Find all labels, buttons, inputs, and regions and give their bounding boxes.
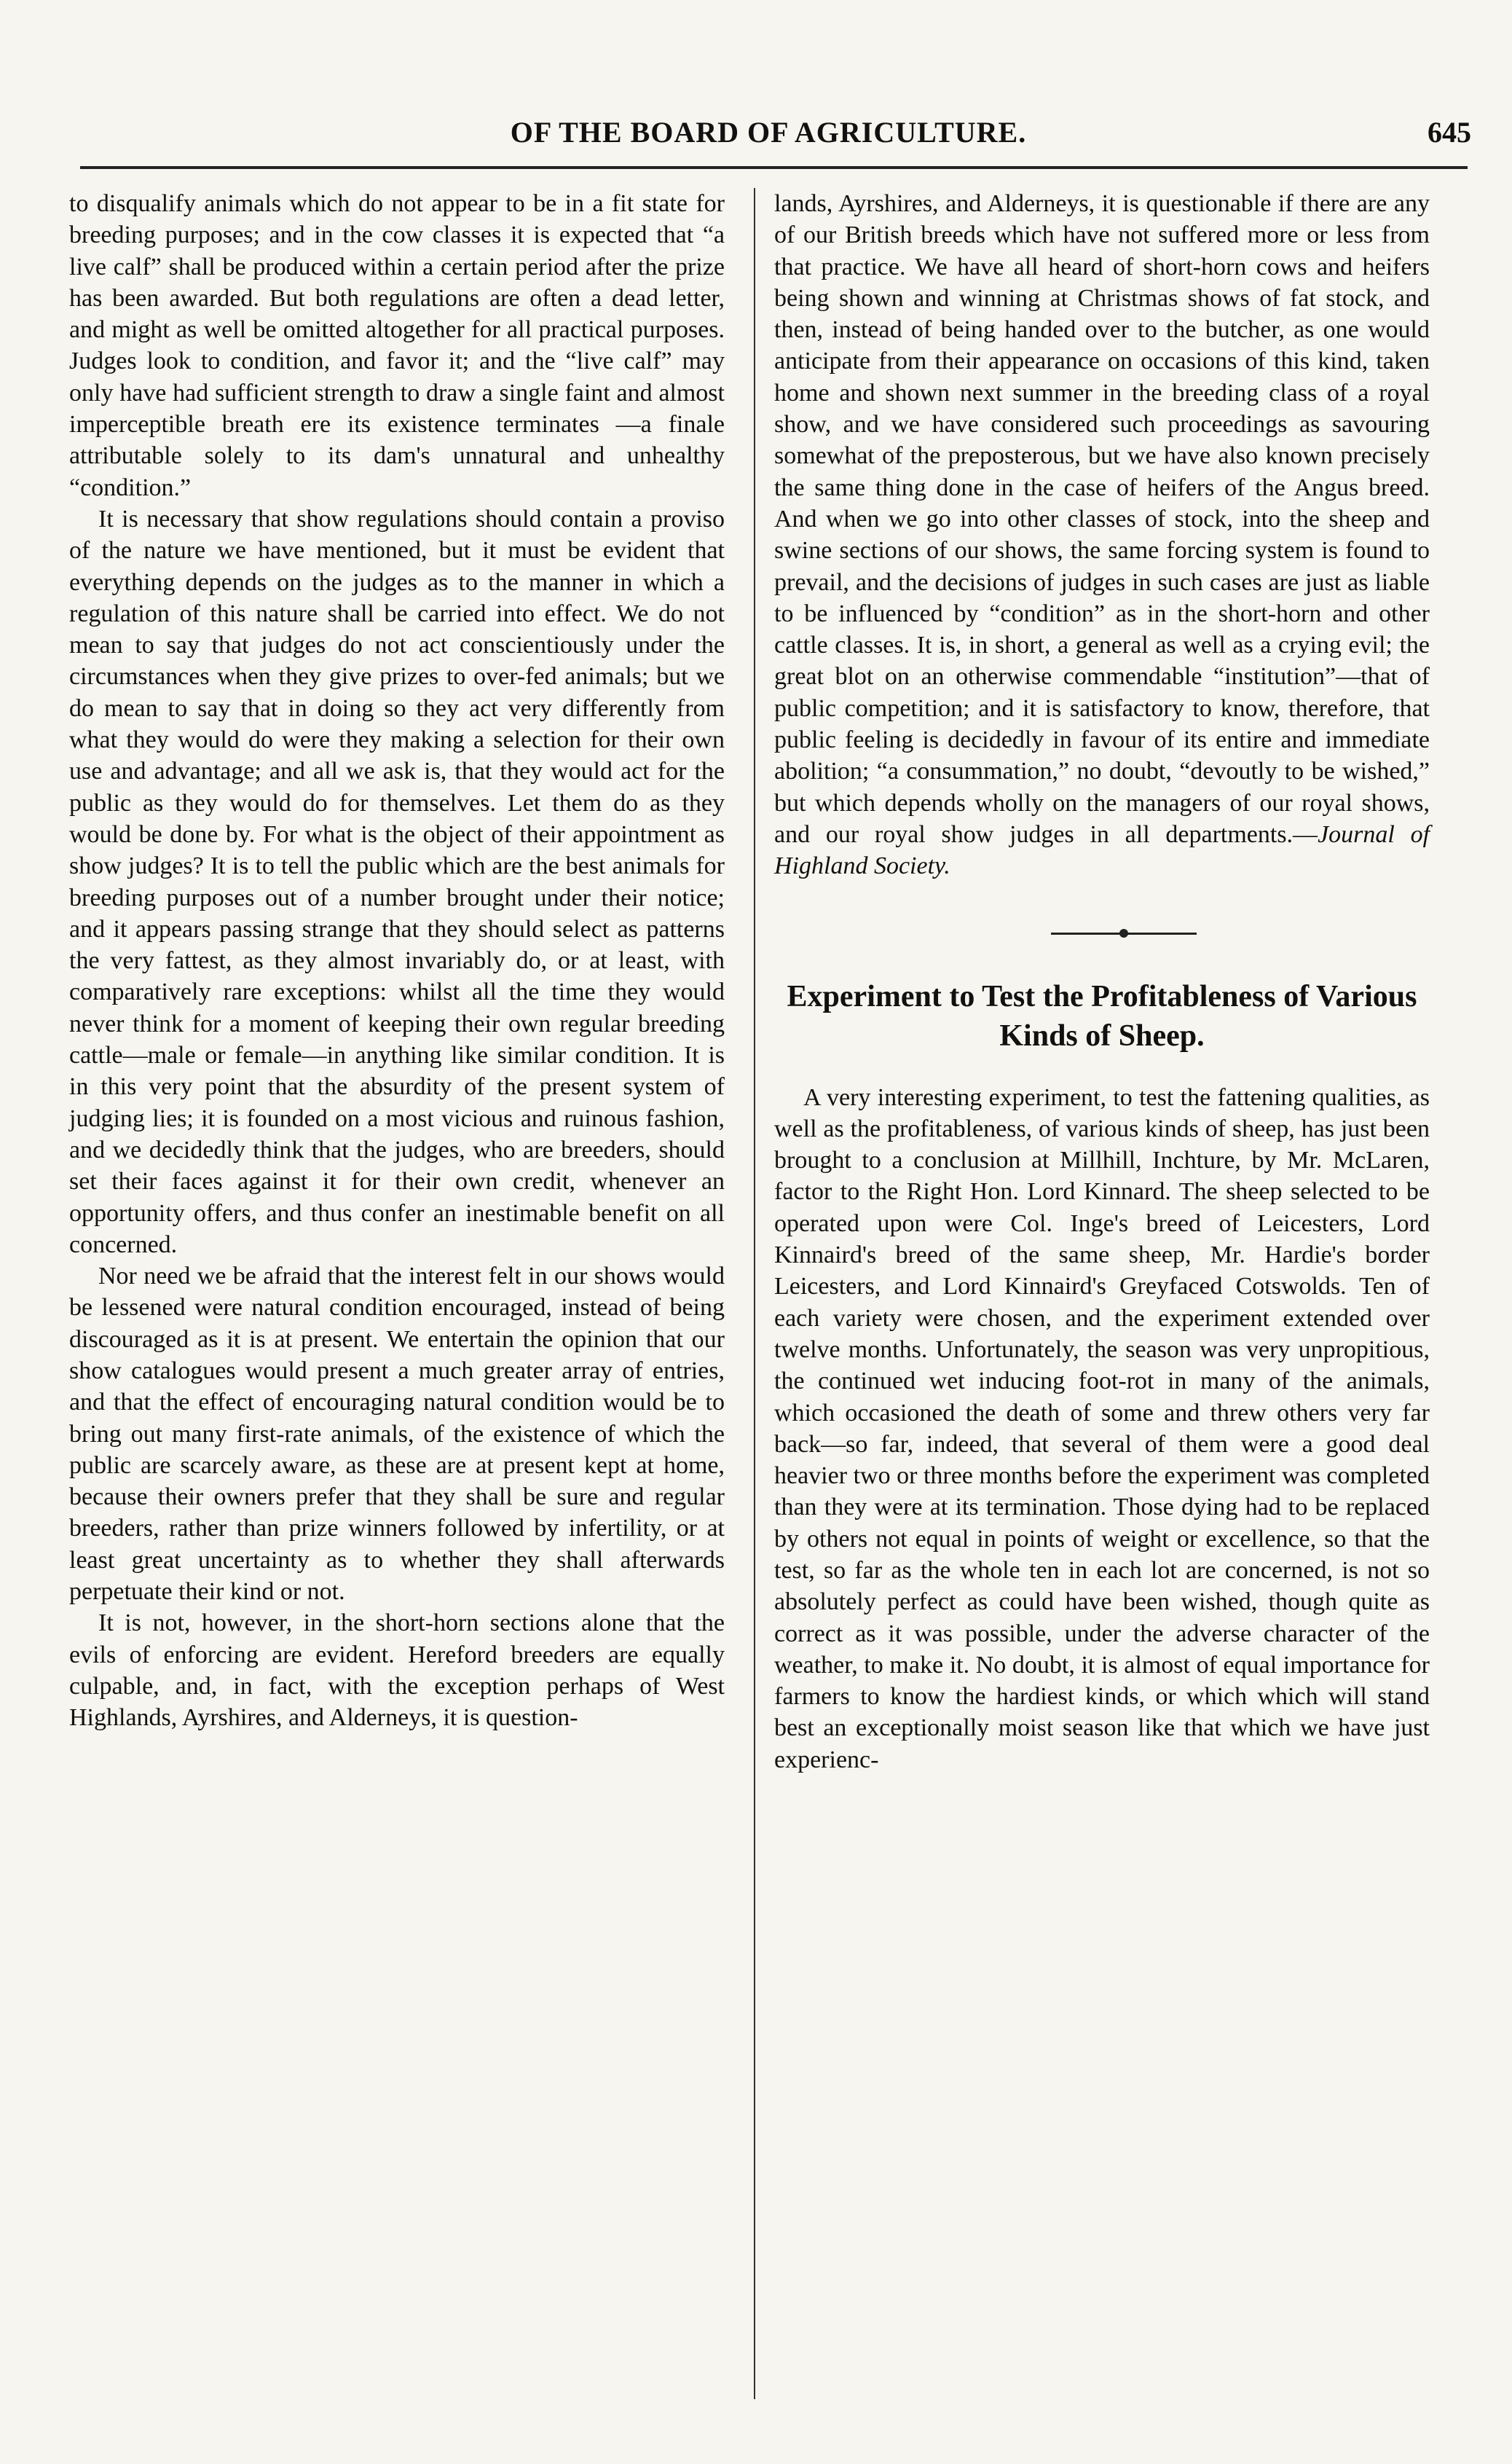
running-title: OF THE BOARD OF AGRICULTURE.: [510, 116, 1027, 149]
paragraph: A very interesting experiment, to test the fattening qualities, as well as the profitableness, of various kinds of sheep, has just been brought to a conclusion at Millhill, Inchture, by Mr. McLaren, factor to the Right Hon. Lord Kinnard. The sheep selected to be operated upon were Col. Inge's breed of Leicesters, Lord Kinnaird's breed of the same sheep, Mr. Hardie's border Leicesters, and Lord Kinnaird's Greyfaced Cotswolds. Ten of each variety were chosen, and the experiment extended over twelve months. Unfortunately, the season was very unpropitious, the continued wet inducing foot-rot in many of the animals, which occasioned the death of some and threw others very far back—so far, indeed, that several of them were a good deal heavier two or three months before the experiment was completed than they were at its termination. Those dying had to be replaced by others not equal in points of weight or excellence, so that the test, so far as the whole ten in each lot are concerned, is not so absolutely perfect as could have been wished, though quite as correct as it was possible, under the adverse character of the weather, to make it. No doubt, it is almost of equal importance for farmers to know the hardiest kinds, or which which will stand best an exceptionally moist season like that which we have just experienc-: [774, 1083, 1430, 1773]
paragraph: [774, 188, 1430, 882]
header-rule: [80, 166, 1468, 169]
paragraph-text: lands, Ayrshires, and Alderneys, it is questionable if there are any of our British breeds which have not suffered more or less from that practice. We have all heard of short-horn cows and heifers being shown and winning at Christmas shows of fat stock, and then, instead of being handed over to the butcher, as one would anticipate from their appearance on occasions of this kind, taken home and shown next summer in the breeding class of a royal show, and we have considered such proceedings as savouring somewhat of the preposterous, but we have also known precisely the same thing done in the case of heifers of the Angus breed. And when we go into other classes of stock, into the sheep and swine sections of our shows, the same forcing system is found to prevail, and the decisions of judges in such cases are just as liable to be influenced by “condition” as in the short-horn and other cattle classes. It is, in short, a general as well as a crying evil; the great blot on an otherwise commendable “institution”—that of public competition; and it is satisfactory to know, therefore, that public feeling is decidedly in favour of its entire and immediate abolition; “a consummation,” no doubt, “devoutly to be wished,” but which depends wholly on the managers of our royal shows, and our royal show judges in all departments.—: [774, 190, 1430, 848]
left-column: [69, 188, 725, 1734]
section-divider: [774, 911, 1430, 955]
paragraph: to disqualify animals which do not appear to be in a fit state for breeding purposes; and in the cow classes it is expected that “a live calf” shall be produced within a certain period after the prize has been awarded. But both regulations are often a dead letter, and might as well be omitted altogether for all practical purposes. Judges look to condition, and favor it; and the “live calf” may only have had sufficient strength to draw a single faint and almost imperceptible breath ere its existence terminates —a finale attributable solely to its dam's unnatural and unhealthy “condition.”: [69, 190, 725, 501]
column-divider: [754, 188, 755, 2399]
divider-dot: [1119, 929, 1128, 938]
paragraph: It is necessary that show regulations should contain a proviso of the nature we have mentioned, but it must be evident that everything depends on the judges as to the manner in which a regulation of this nature shall be carried into effect. We do not mean to say that judges do not act conscientiously under the circumstances when they give prizes to over-fed animals; but we do mean to say that in doing so they act very differently from what they would do were they making a selection for their own use and advantage; and all we ask is, that they would act for the public as they would do for themselves. Let them do as they would be done by. For what is the object of their appointment as show judges? It is to tell the public which are the best animals for breeding purposes out of a number brought under their notice; and it appears passing strange that they should select as patterns the very fattest, as they almost invariably do, or at least, with comparatively rare exceptions: whilst all the time they would never think for a moment of keeping their own regular breeding cattle—male or female—in anything like similar condition. It is in this very point that the absurdity of the present system of judging lies; it is founded on a most vicious and ruinous fashion, and we decidedly think that the judges, who are breeders, should set their faces against it for their own credit, whenever an opportunity offers, and thus confer an inestimable benefit on all concerned.: [69, 505, 725, 1258]
article-title: Experiment to Test the Profitableness of Various Kinds of Sheep.: [787, 979, 1417, 1053]
right-column: [774, 188, 1430, 1776]
page-header: [51, 109, 1486, 160]
paragraph: It is not, however, in the short-horn sections alone that the evils of enforcing are evident. Hereford breeders are equally culpable, and, in fact, with the exception perhaps of West Highlands, Ayrshires, and Alderneys, it is question-: [69, 1609, 725, 1732]
source-citation: Journal of Highland Society.: [774, 820, 1430, 880]
paragraph: Nor need we be afraid that the interest felt in our shows would be lessened were natural condition encouraged, instead of being discouraged as it is at present. We entertain the opinion that our show catalogues would present a much greater array of entries, and that the effect of encouraging natural condition would be to bring out many first-rate animals, of the existence of which the public are scarcely aware, as these are at present kept at home, because their owners prefer that they shall be sure and regular breeders, rather than prize winners followed by infertility, or at least great uncertainty as to whether they shall afterwards perpetuate their kind or not.: [69, 1263, 725, 1606]
page-number: 645: [1428, 116, 1471, 149]
